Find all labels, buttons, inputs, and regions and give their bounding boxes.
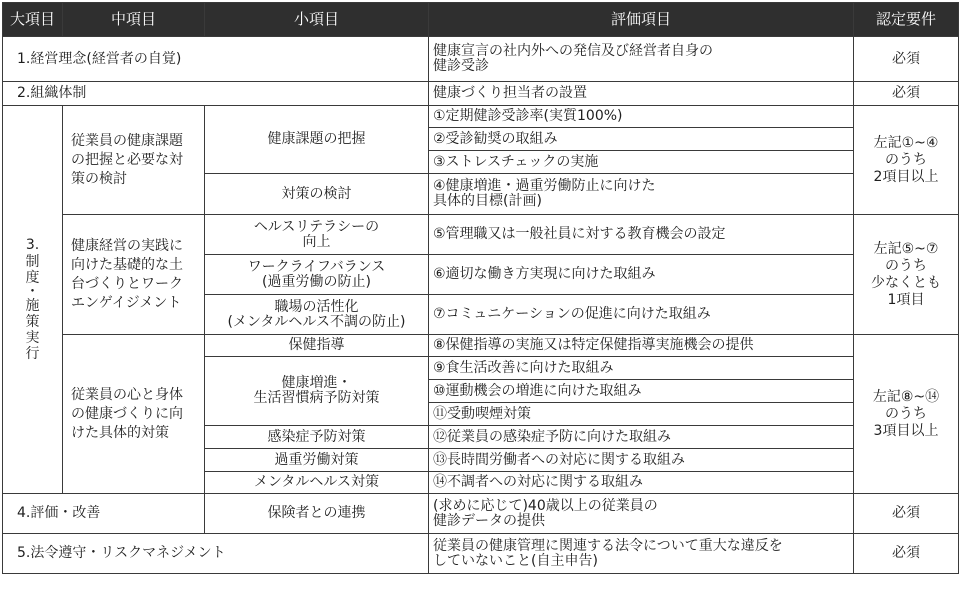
item-5-row (3, 215, 959, 255)
header-evaluation-item: 評価項目 (429, 3, 854, 37)
eval-item-6: ⑥適切な働き方実現に向けた取組み (429, 255, 854, 295)
section-3-vertical-label (3, 106, 63, 494)
section-3-char: 策 (25, 314, 40, 330)
section-1-req: 必須 (854, 37, 959, 82)
section-4-small: 保険者との連携 (205, 494, 429, 534)
section-3-char: 度 (25, 270, 40, 286)
group-c-small-3: 感染症予防対策 (205, 426, 429, 449)
section-5-title: 5.法令遵守・リスクマネジメント (3, 534, 429, 574)
section-4-eval: (求めに応じて)40歳以上の従業員の 健診データの提供 (429, 494, 854, 534)
group-c-medium: 従業員の心と身体 の健康づくりに向 けた具体的対策 (63, 335, 205, 494)
section-2-title: 2.組織体制 (3, 82, 429, 106)
group-a-small-2: 対策の検討 (205, 174, 429, 215)
group-c-req: 左記⑧~⑭ のうち 3項目以上 (854, 335, 959, 494)
eval-item-13: ⑬長時間労働者への対応に関する取組み (429, 449, 854, 472)
group-b-small-3: 職場の活性化 (メンタルヘルス不調の防止) (205, 295, 429, 335)
eval-item-14: ⑭不調者への対応に関する取組み (429, 472, 854, 494)
group-a-small-1: 健康課題の把握 (205, 106, 429, 174)
eval-item-8: ⑧保健指導の実施又は特定保健指導実施機会の提供 (429, 335, 854, 357)
eval-item-9: ⑨食生活改善に向けた取組み (429, 357, 854, 380)
eval-item-3: ③ストレスチェックの実施 (429, 151, 854, 174)
group-b-small-1: ヘルスリテラシーの 向上 (205, 215, 429, 255)
section-1-title: 1.経営理念(経営者の自覚) (3, 37, 429, 82)
section-3-char: 制 (25, 254, 40, 270)
header-medium-category: 中項目 (63, 3, 205, 37)
eval-item-10: ⑩運動機会の増進に向けた取組み (429, 380, 854, 403)
header-small-category: 小項目 (205, 3, 429, 37)
section-1-row (3, 37, 959, 82)
section-4-row (3, 494, 959, 534)
section-4-req: 必須 (854, 494, 959, 534)
certification-criteria-table (2, 2, 959, 574)
group-b-req: 左記⑤~⑦ のうち 少なくとも 1項目 (854, 215, 959, 335)
eval-item-7: ⑦コミュニケーションの促進に向けた取組み (429, 295, 854, 335)
section-3-char: 実 (25, 330, 40, 346)
group-c-small-2: 健康増進・ 生活習慣病予防対策 (205, 357, 429, 426)
eval-item-1: ①定期健診受診率(実質100%) (429, 106, 854, 128)
group-c-small-4: 過重労働対策 (205, 449, 429, 472)
group-b-small-2: ワークライフバランス (過重労働の防止) (205, 255, 429, 295)
section-5-req: 必須 (854, 534, 959, 574)
group-a-medium: 従業員の健康課題 の把握と必要な対 策の検討 (63, 106, 205, 215)
section-3-char: 行 (25, 346, 40, 362)
section-3-char: ・ (25, 284, 40, 300)
section-5-eval: 従業員の健康管理に関連する法令について重大な違反を していないこと(自主申告) (429, 534, 854, 574)
section-5-row (3, 534, 959, 574)
eval-item-5: ⑤管理職又は一般社員に対する教育機会の設定 (429, 215, 854, 255)
header-large-category: 大項目 (3, 3, 63, 37)
eval-item-2: ②受診勧奨の取組み (429, 128, 854, 151)
group-a-req: 左記①~④ のうち 2項目以上 (854, 106, 959, 215)
eval-item-11: ⑪受動喫煙対策 (429, 403, 854, 426)
group-b-medium: 健康経営の実践に 向けた基礎的な土 台づくりとワーク エンゲイジメント (63, 215, 205, 335)
section-3-char: 施 (25, 298, 40, 314)
section-2-eval: 健康づくり担当者の設置 (429, 82, 854, 106)
item-8-row (3, 335, 959, 357)
section-3-number: 3. (25, 237, 40, 253)
item-1-row (3, 106, 959, 128)
header-requirement: 認定要件 (854, 3, 959, 37)
section-2-req: 必須 (854, 82, 959, 106)
header-row (3, 3, 959, 37)
group-c-small-1: 保健指導 (205, 335, 429, 357)
section-1-eval: 健康宣言の社内外への発信及び経営者自身の 健診受診 (429, 37, 854, 82)
eval-item-4: ④健康増進・過重労働防止に向けた 具体的目標(計画) (429, 174, 854, 215)
section-2-row (3, 82, 959, 106)
eval-item-12: ⑫従業員の感染症予防に向けた取組み (429, 426, 854, 449)
section-4-title: 4.評価・改善 (3, 494, 205, 534)
group-c-small-5: メンタルヘルス対策 (205, 472, 429, 494)
